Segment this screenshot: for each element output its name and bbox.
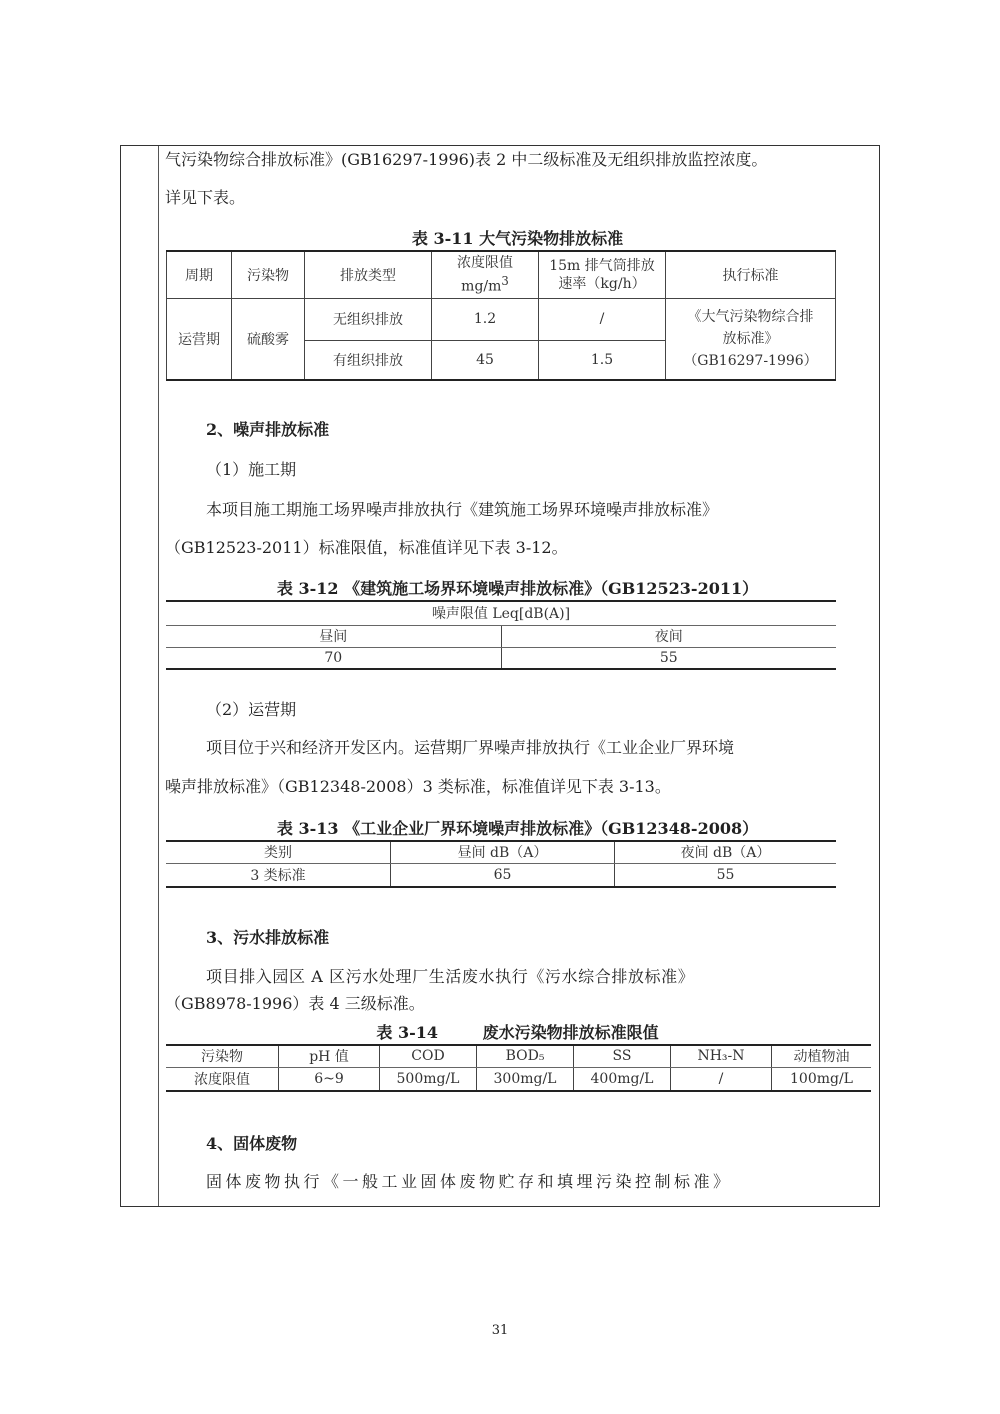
value-cell: 浓度限值 xyxy=(166,1067,279,1091)
page-number: 31 xyxy=(491,1323,509,1338)
section-3-para-line-1: 项目排入园区 A 区污水处理厂生活废水执行《污水综合排放标准》 xyxy=(206,967,695,986)
header-cell: 夜间 xyxy=(501,625,836,647)
concentration-cell: 1.2 xyxy=(432,298,539,340)
standard-cell: 《大气污染物综合排 放标准》 （GB16297-1996） xyxy=(666,298,836,380)
header-cell: pH 值 xyxy=(279,1045,380,1067)
section-2-para-2-line-1: 项目位于兴和经济开发区内。运营期厂界噪声排放执行《工业企业厂界环境 xyxy=(206,738,735,757)
frame-left-column-divider xyxy=(158,146,159,1206)
value-cell: 55 xyxy=(501,647,836,669)
rate-cell: 1.5 xyxy=(539,340,666,380)
header-cell: SS xyxy=(574,1045,671,1067)
pollutant-cell: 硫酸雾 xyxy=(232,298,305,380)
header-cell: 噪声限值 Leq[dB(A)] xyxy=(166,601,836,625)
table-3-12 xyxy=(166,600,836,670)
period-cell: 运营期 xyxy=(167,298,232,380)
section-3-para-line-2: （GB8978-1996）表 4 三级标准。 xyxy=(165,994,425,1013)
header-cell: 夜间 dB（A） xyxy=(615,841,837,863)
table-3-12-caption: 表 3-12 《建筑施工场界环境噪声排放标准》（GB12523-2011） xyxy=(276,579,759,598)
section-2-sub-2: （2）运营期 xyxy=(206,700,297,719)
section-2-sub-1: （1）施工期 xyxy=(206,460,297,479)
section-2-para-1-line-2: （GB12523-2011）标准限值，标准值详见下表 3-12。 xyxy=(165,538,568,557)
section-2-heading: 2、噪声排放标准 xyxy=(206,420,330,439)
header-cell: 浓度限值 $mg/m^3$ xyxy=(432,251,539,298)
intro-line-2: 详见下表。 xyxy=(165,188,246,207)
table-3-14 xyxy=(166,1044,871,1092)
header-cell: 排放类型 xyxy=(305,251,432,298)
emission-type-cell: 有组织排放 xyxy=(305,340,432,380)
value-cell: 55 xyxy=(615,863,837,887)
header-cell: 动植物油 xyxy=(772,1045,872,1067)
value-cell: 65 xyxy=(391,863,615,887)
value-cell: 6~9 xyxy=(279,1067,380,1091)
table-3-13-caption: 表 3-13 《工业企业厂界环境噪声排放标准》（GB12348-2008） xyxy=(276,819,759,838)
table-3-11 xyxy=(166,250,836,381)
value-cell: 3 类标准 xyxy=(166,863,391,887)
value-cell: 500mg/L xyxy=(380,1067,477,1091)
section-2-para-2-line-2: 噪声排放标准》（GB12348-2008）3 类标准，标准值详见下表 3-13。 xyxy=(165,777,671,796)
section-2-para-1-line-1: 本项目施工期施工场界噪声排放执行《建筑施工场界环境噪声排放标准》 xyxy=(206,500,719,519)
value-cell: 400mg/L xyxy=(574,1067,671,1091)
rate-cell: / xyxy=(539,298,666,340)
header-cell: 污染物 xyxy=(232,251,305,298)
header-cell: 15m 排气筒排放 速率（kg/h） xyxy=(539,251,666,298)
header-cell: 类别 xyxy=(166,841,391,863)
value-cell: 300mg/L xyxy=(477,1067,574,1091)
header-cell: 昼间 dB（A） xyxy=(391,841,615,863)
value-cell: 70 xyxy=(166,647,501,669)
section-3-heading: 3、污水排放标准 xyxy=(206,928,330,947)
value-cell: 100mg/L xyxy=(772,1067,872,1091)
table-3-11-caption: 表 3-11 大气污染物排放标准 xyxy=(411,229,624,248)
table-3-13 xyxy=(166,840,836,888)
header-cell: 污染物 xyxy=(166,1045,279,1067)
header-cell: COD xyxy=(380,1045,477,1067)
section-4-para-line-1: 固体废物执行《一般工业固体废物贮存和填埋污染控制标准》 xyxy=(206,1172,733,1191)
header-cell: BOD₅ xyxy=(477,1045,574,1067)
header-cell: 执行标准 xyxy=(666,251,836,298)
section-4-heading: 4、固体废物 xyxy=(206,1134,298,1153)
concentration-cell: 45 xyxy=(432,340,539,380)
header-cell: 昼间 xyxy=(166,625,501,647)
header-cell: NH₃-N xyxy=(671,1045,772,1067)
emission-type-cell: 无组织排放 xyxy=(305,298,432,340)
intro-line-1: 气污染物综合排放标准》(GB16297-1996)表 2 中二级标准及无组织排放监控浓度。 xyxy=(165,150,768,169)
header-cell: 周期 xyxy=(167,251,232,298)
value-cell: / xyxy=(671,1067,772,1091)
table-3-14-caption: 表 3-14 废水污染物排放标准限值 xyxy=(376,1023,659,1042)
